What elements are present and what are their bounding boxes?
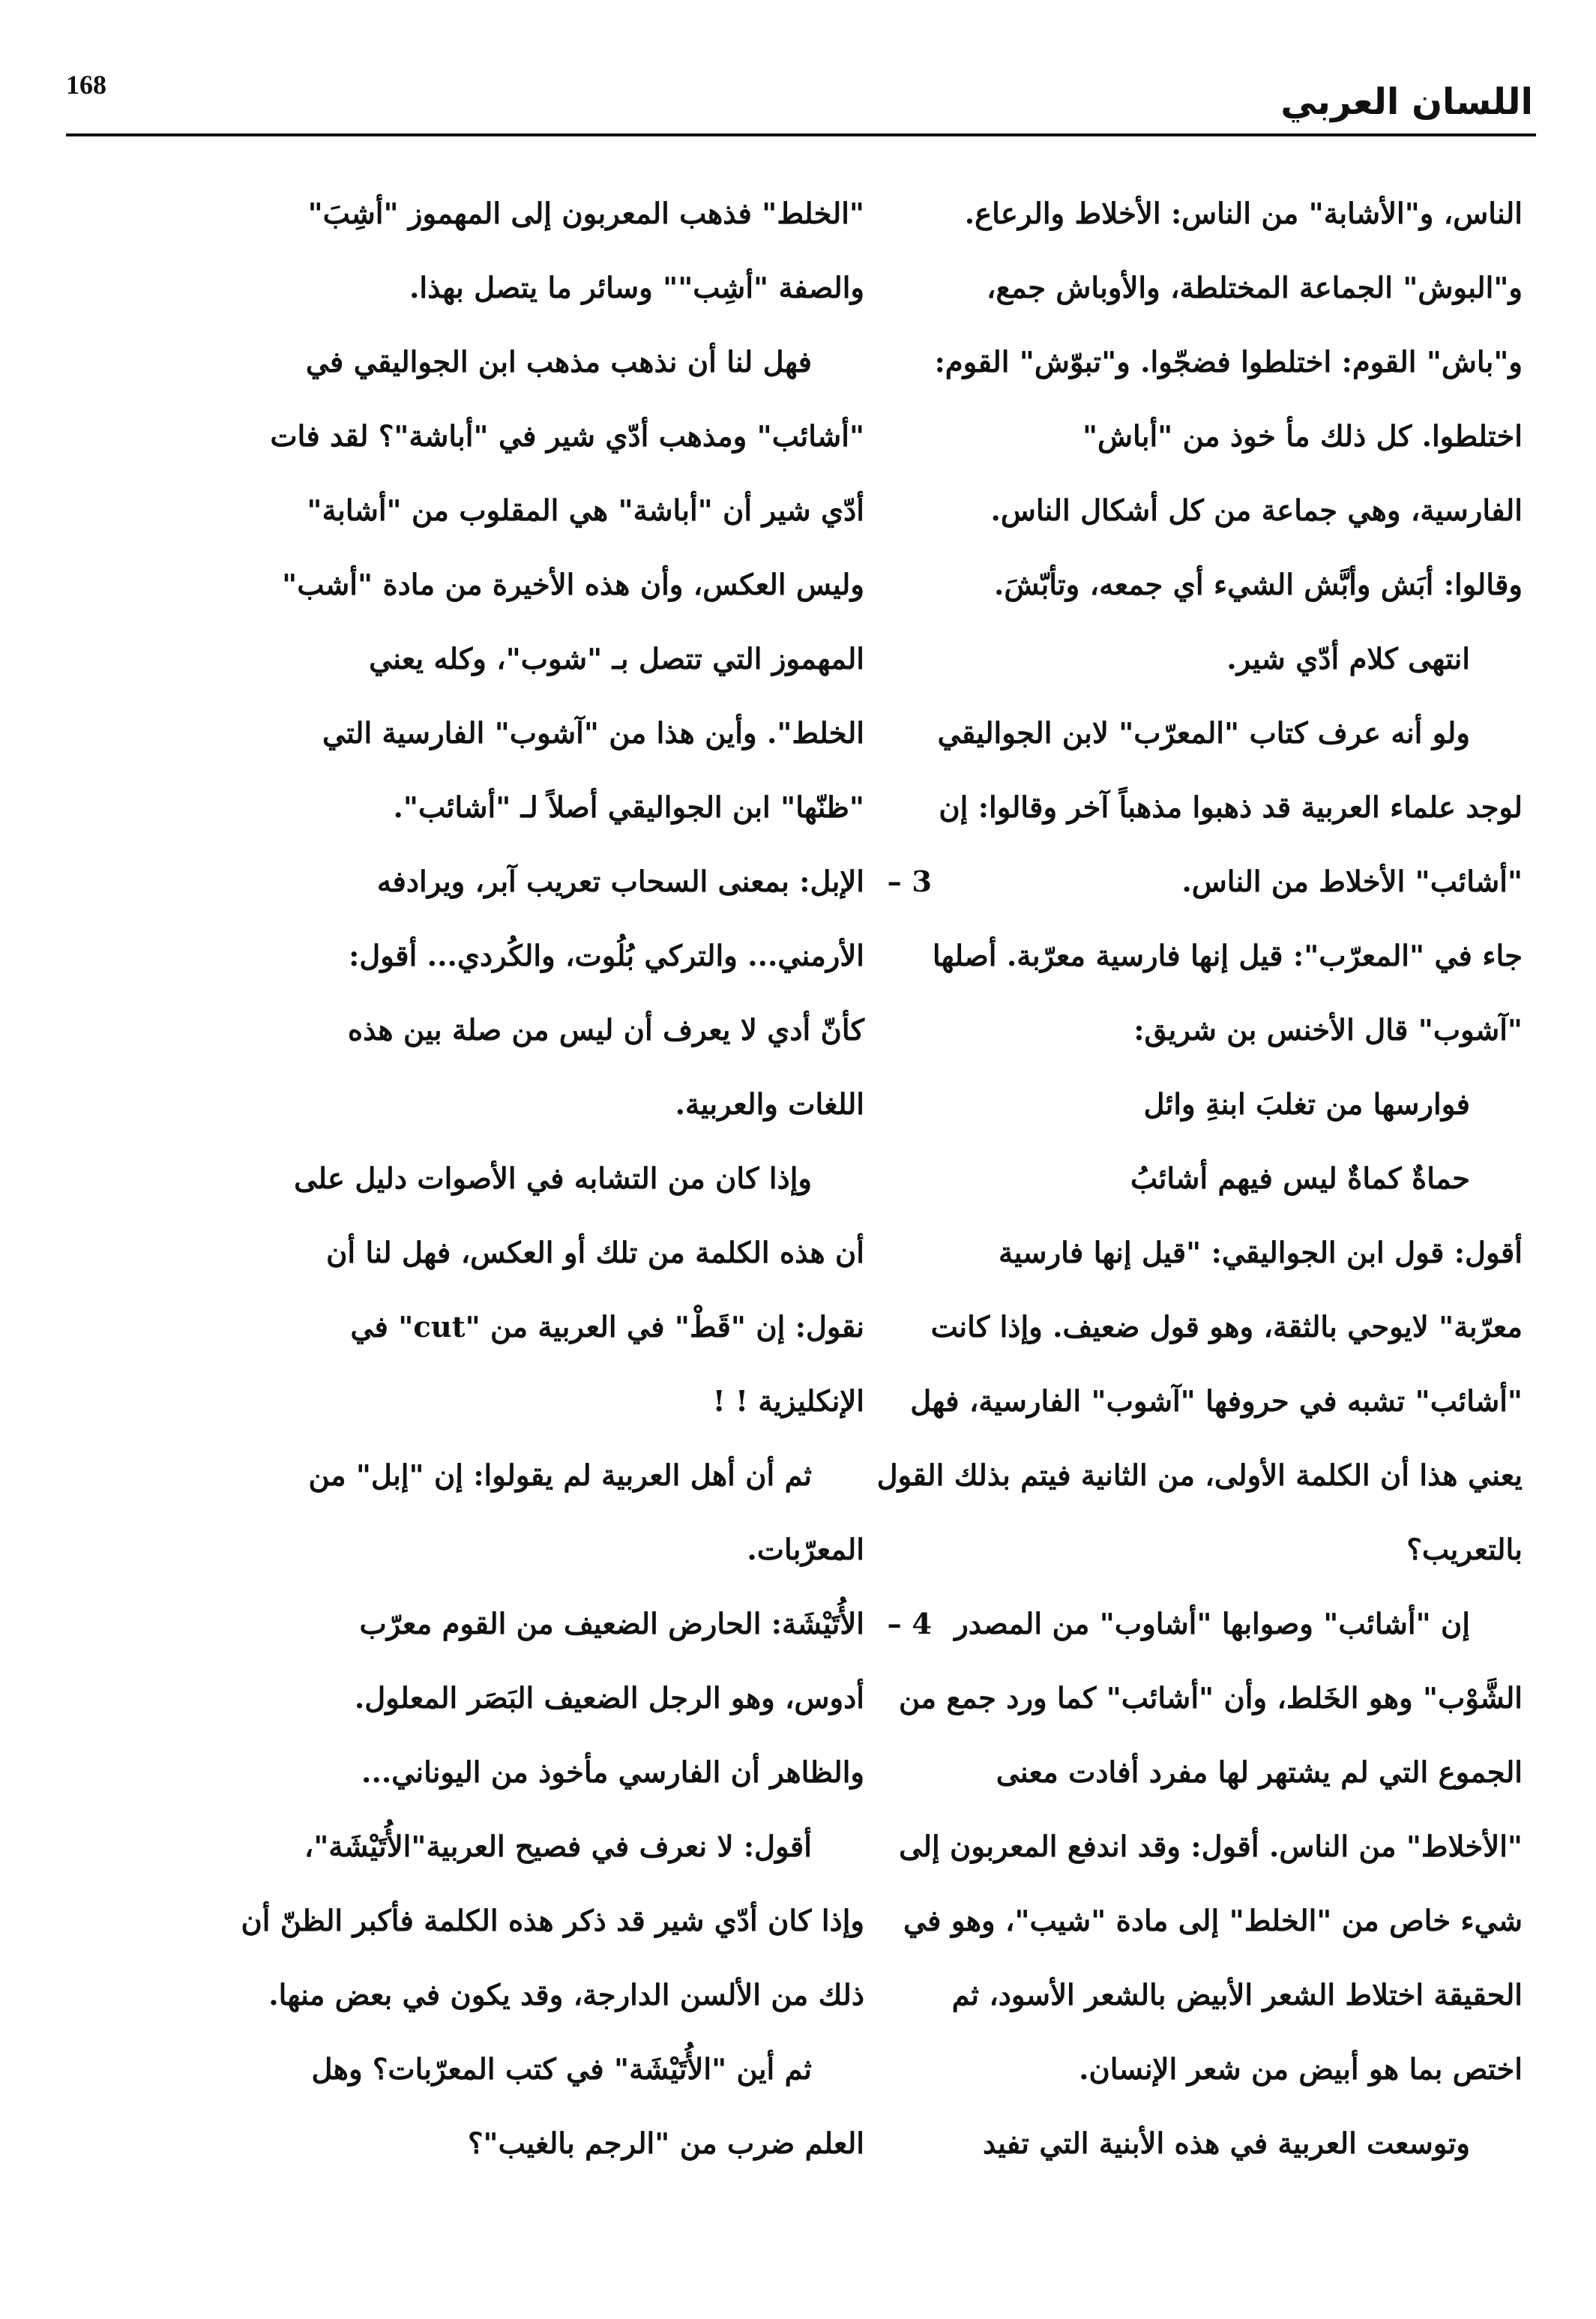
paragraph-line: "أشائب" تشبه في حروفها "آشوب" الفارسية، فهل <box>910 1385 1523 1419</box>
paragraph-line: اختص بما هو أبيض من شعر الإنسان. <box>1079 2053 1523 2087</box>
paragraph-line: الفارسية، وهي جماعة من كل أشكال الناس. <box>990 494 1523 528</box>
item-number: 4 – <box>887 1607 932 1641</box>
left-column <box>141 177 932 2181</box>
paragraph-line: الناس، و"الأشابة" من الناس: الأخلاط والرعاع. <box>964 197 1523 231</box>
right-column <box>799 177 1523 2181</box>
paragraph-line: معرّبة" لايوحي بالثقة، وهو قول ضعيف. وإذا كانت <box>930 1311 1523 1344</box>
paragraph-line: ثم أين "الأُتَيْشَة" في كتب المعرّبات؟ وهل <box>311 2053 812 2087</box>
item-number: 3 – <box>887 865 932 899</box>
paragraph-line: كأنّ أدي لا يعرف أن ليس من صلة بين هذه <box>347 1014 864 1047</box>
paragraph-line: أدّي شير أن "أباشة" هي المقلوب من "أشابة" <box>307 494 864 528</box>
paragraph-line: الخلط". وأين هذا من "آشوب" الفارسية التي <box>322 717 864 751</box>
paragraph-line: وإذا كان من التشابه في الأصوات دليل على <box>294 1162 812 1196</box>
paragraph-line: وتوسعت العربية في هذه الأبنية التي تفيد <box>982 2127 1470 2161</box>
paragraph-line: يعني هذا أن الكلمة الأولى، من الثانية فيتم بذلك القول <box>876 1459 1523 1493</box>
paragraph-line: الشَّوْب" وهو الخَلط، وأن "أشائب" كما ورد جمع من <box>899 1682 1523 1715</box>
paragraph-line: و"البوش" الجماعة المختلطة، والأوباش جمع، <box>987 271 1523 305</box>
paragraph-line: "ظنّها" ابن الجواليقي أصلاً لـ "أشائب". <box>393 791 864 825</box>
paragraph-line: فهل لنا أن نذهب مذهب ابن الجواليقي في <box>305 346 812 379</box>
poem-verse: حماةٌ كماةٌ ليس فيهم أشائبُ <box>1130 1162 1470 1196</box>
numbered-entry-4 <box>141 1587 932 1661</box>
paragraph-line: إن "أشائب" وصوابها "أشاوب" من المصدر <box>954 1607 1470 1641</box>
paragraph-line: الإنكليزية ! ! <box>712 1385 864 1419</box>
paragraph-line: والصفة "أشِب"" وسائر ما يتصل بهذا. <box>409 271 864 305</box>
paragraph-line: المهموز التي تتصل بـ "شوب"، وكله يعني <box>369 643 864 676</box>
poem-verse: فوارسها من تغلبَ ابنةِ وائل <box>1143 1088 1470 1122</box>
journal-title: اللسان العربي <box>1280 81 1533 123</box>
paragraph-line: والظاهر أن الفارسي مأخوذ من اليوناني... <box>361 1756 864 1790</box>
paragraph-line: جاء في "المعرّب": قيل إنها فارسية معرّبة. أصلها <box>932 939 1523 973</box>
paragraph-line: و"باش" القوم: اختلطوا فضجّوا. و"تبوّش" القوم: <box>934 346 1523 379</box>
paragraph-line: "الأخلاط" من الناس. أقول: وقد اندفع المعربون إلى <box>899 1830 1523 1864</box>
paragraph-line: الجموع التي لم يشتهر لها مفرد أفادت معنى <box>996 1756 1523 1790</box>
paragraph-line: أن هذه الكلمة من تلك أو العكس، فهل لنا أن <box>326 1236 864 1270</box>
paragraph-line: ذلك من الألسن الدارجة، وقد يكون في بعض منها. <box>268 1979 864 2012</box>
paragraph-line: الأُتَيْشَة: الحارض الضعيف من القوم معرّب <box>359 1607 864 1641</box>
paragraph-line: نقول: إن "قَطْ" في العربية من "cut" في <box>350 1311 864 1344</box>
paragraph-line: ثم أن أهل العربية لم يقولوا: إن "إبل" من <box>308 1459 812 1493</box>
paragraph-line: "الخلط" فذهب المعربون إلى المهموز "أشِبَ" <box>307 197 864 231</box>
paragraph-line: أقول: لا نعرف في فصيح العربية"الأُتَيْشَة"، <box>304 1830 812 1864</box>
paragraph-line: لوجد علماء العربية قد ذهبوا مذهباً آخر وقالوا: إن <box>939 791 1523 825</box>
paragraph-line: انتهى كلام أدّي شير. <box>1226 643 1470 676</box>
numbered-entry-3 <box>141 845 932 919</box>
paragraph-line: الإبل: بمعنى السحاب تعريب آبر، ويرادفه <box>376 865 864 899</box>
paragraph-line: وليس العكس، وأن هذه الأخيرة من مادة "أشب" <box>282 568 864 602</box>
paragraph-line: أقول: قول ابن الجواليقي: "قيل إنها فارسية <box>999 1236 1523 1270</box>
page-number: 168 <box>66 70 106 100</box>
paragraph-line: وقالوا: أبَش وأبَّش الشيء أي جمعه، وتأبّشَ. <box>994 568 1523 602</box>
paragraph-line: أدوس، وهو الرجل الضعيف البَصَر المعلول. <box>354 1682 864 1715</box>
paragraph-line: ولو أنه عرف كتاب "المعرّب" لابن الجواليقي <box>937 717 1470 751</box>
paragraph-line: الأرمني... والتركي بُلُوت، والكُردي... أقول: <box>349 939 864 973</box>
paragraph-line: وإذا كان أدّي شير قد ذكر هذه الكلمة فأكبر الظنّ أن <box>241 1904 864 1938</box>
paragraph-line: بالتعريب؟ <box>1406 1533 1523 1567</box>
header-rule <box>66 133 1536 136</box>
paragraph-line: المعرّبات. <box>747 1533 864 1567</box>
paragraph-line: "أشائب" ومذهب أدّي شير في "أباشة"؟ لقد فات <box>270 420 864 454</box>
paragraph-line: الحقيقة اختلاط الشعر الأبيض بالشعر الأسود، ثم <box>951 1979 1523 2012</box>
paragraph-line: شيء خاص من "الخلط" إلى مادة "شيب"، وهو في <box>903 1904 1523 1938</box>
paragraph-line: العلم ضرب من "الرجم بالغيب"؟ <box>468 2127 864 2161</box>
paragraph-line: "آشوب" قال الأخنس بن شريق: <box>1133 1014 1523 1047</box>
paragraph-line: اختلطوا. كل ذلك مأ خوذ من "أباش" <box>1082 420 1523 454</box>
paragraph-line: "أشائب" الأخلاط من الناس. <box>1181 865 1523 899</box>
paragraph-line: اللغات والعربية. <box>675 1088 864 1122</box>
